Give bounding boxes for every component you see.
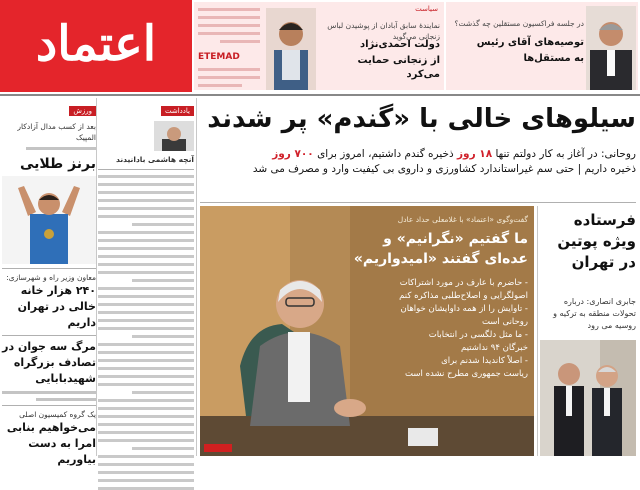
teaser-tag: در جلسه فراکسیون مستقلین چه گذشت؟ xyxy=(454,19,584,28)
article-intro: معاون وزیر راه و شهرسازی: xyxy=(6,273,96,282)
teaser-photo-man-icon xyxy=(266,8,316,90)
interview-bullet: خبرگان ۹۴ نداشتیم xyxy=(460,343,528,353)
text-line xyxy=(98,263,194,266)
main-headline[interactable]: سیلوهای خالی با «گندم» پر شدند xyxy=(207,104,636,134)
text-line xyxy=(132,279,194,282)
text-line xyxy=(98,311,194,314)
interview-bullet: - حاضرم با عارف در مورد اشتراکات xyxy=(399,278,528,288)
lead-text: ذخیره گندم داشتیم، امروز برای xyxy=(317,148,454,160)
text-line xyxy=(98,431,194,434)
text-line xyxy=(98,175,194,178)
interview-bullet: - اصلاً کاندیدا شدنم برای xyxy=(441,356,528,366)
text-line xyxy=(98,463,194,466)
text-line xyxy=(98,439,194,442)
text-line xyxy=(98,471,194,474)
text-line xyxy=(98,231,194,234)
teaser-line: توصیه‌های آقای رئیس xyxy=(476,37,584,48)
text-line xyxy=(98,255,194,258)
logo-box xyxy=(0,0,192,92)
teaser-tag: سیاست xyxy=(415,5,438,13)
text-line xyxy=(132,391,194,394)
issue-info-column xyxy=(194,2,264,90)
text-line xyxy=(98,455,194,458)
text-line xyxy=(98,295,194,298)
lead-text: ذخیره داریم | حتی سم غیراستاندارد کشاورزی و داروی بی کیفیت وارد و مصرف می شد xyxy=(252,163,636,175)
section-tag: ورزش xyxy=(69,106,96,116)
article-intro: بعد از کسب مدال آزادکار المپیک xyxy=(17,122,96,142)
text-line xyxy=(98,479,194,482)
columnist-photo-icon xyxy=(154,121,194,151)
lead-highlight: ۱۸ روز xyxy=(457,148,493,160)
text-line xyxy=(98,351,194,354)
masthead-divider xyxy=(0,94,640,96)
text-line xyxy=(98,303,194,306)
putin-envoy-headline[interactable]: فرستاده ویژه پوتین در تهران xyxy=(557,211,636,271)
text-line xyxy=(98,407,194,410)
text-line xyxy=(98,327,194,330)
article-title[interactable]: برنز طلایی xyxy=(19,156,96,172)
interview-bullet: - تاوایش را از همه داوایشان خواهان xyxy=(400,304,528,314)
text-line xyxy=(132,223,194,226)
section-divider xyxy=(200,202,636,203)
interview-bullet: اصولگرایی و اصلاح‌طلبی مذاکره کنم xyxy=(399,291,528,301)
text-line xyxy=(98,375,194,378)
lead-highlight: ۷۰۰ روز xyxy=(272,148,314,160)
text-line xyxy=(98,207,194,210)
wrestler-photo-icon xyxy=(2,176,96,264)
text-line xyxy=(98,239,194,242)
article-title[interactable]: می‌خواهیم بنابی ‌امرا به دست بیاوریم xyxy=(6,421,96,466)
text-line xyxy=(98,215,194,218)
text-line xyxy=(98,399,194,402)
text-line xyxy=(98,343,194,346)
teaser-ahmadinejad[interactable] xyxy=(264,2,444,90)
text-line xyxy=(98,247,194,250)
teaser-line: دولت احمدی‌نژاد xyxy=(360,39,440,50)
article-title[interactable]: مرگ سه جوان در تصادف بزرگراه شهیدبابایی xyxy=(2,340,96,385)
section-tag: یادداشت xyxy=(161,106,194,116)
text-line xyxy=(98,287,194,290)
interview-box[interactable] xyxy=(348,214,528,422)
interview-bullet: - ما مثل دلگسی در انتخابات xyxy=(428,330,528,340)
text-line xyxy=(132,447,194,450)
teaser-line: به مستقل‌ها xyxy=(523,53,584,64)
diplomats-photo-icon xyxy=(540,340,636,456)
interview-bullet: روحانی است xyxy=(481,317,528,327)
interview-title: ما گفتیم «نگرانیم» و عده‌ای گفتند «امیدواریم» xyxy=(353,231,528,267)
teaser-photo-speaker-icon xyxy=(586,6,636,90)
teaser-independents[interactable] xyxy=(446,2,638,90)
text-line xyxy=(98,359,194,362)
column-title[interactable]: آنچه هاشمی بادانیدند xyxy=(116,155,194,164)
newspaper-logo: اعتماد xyxy=(35,16,157,72)
column-rule xyxy=(96,98,97,456)
text-line xyxy=(98,415,194,418)
second-column xyxy=(98,98,194,490)
article-intro: یک گروه کمیسیون اصلی xyxy=(19,410,96,419)
column-body xyxy=(98,175,194,490)
main-lead xyxy=(200,147,636,177)
text-line xyxy=(132,335,194,338)
interview-bullet: ریاست جمهوری مطرح نشده است xyxy=(405,369,528,379)
text-line xyxy=(98,383,194,386)
text-line xyxy=(98,199,194,202)
text-line xyxy=(98,423,194,426)
column-rule xyxy=(196,98,197,456)
interview-label: گفت‌وگوی «اعتماد» با غلامعلی حداد عادل xyxy=(397,215,528,224)
lead-text: روحانی: در آغاز به کار دولتم تنها xyxy=(495,148,636,160)
left-column xyxy=(2,98,96,468)
text-line xyxy=(98,271,194,274)
text-line xyxy=(98,183,194,186)
text-line xyxy=(98,367,194,370)
photo-credit-badge xyxy=(204,444,232,452)
putin-envoy-photo xyxy=(540,340,636,456)
text-line xyxy=(98,191,194,194)
putin-envoy-text: جابری انصاری: درباره تحولات منطقه به ترکیه و روسیه می رود xyxy=(553,297,636,330)
text-line xyxy=(98,319,194,322)
column-rule xyxy=(537,206,538,456)
latin-name: ETEMAD xyxy=(198,52,240,62)
teaser-line: نمایندۀ سابق آبادان از پوشیدن لباس زنجانی می‌گوید xyxy=(327,21,440,41)
teaser-line: از زنجانی حمایت می‌کرد xyxy=(357,55,440,80)
masthead xyxy=(0,0,640,92)
article-title[interactable]: ۲۴۰ هزار خانه خالی در تهران داریم xyxy=(17,284,96,329)
